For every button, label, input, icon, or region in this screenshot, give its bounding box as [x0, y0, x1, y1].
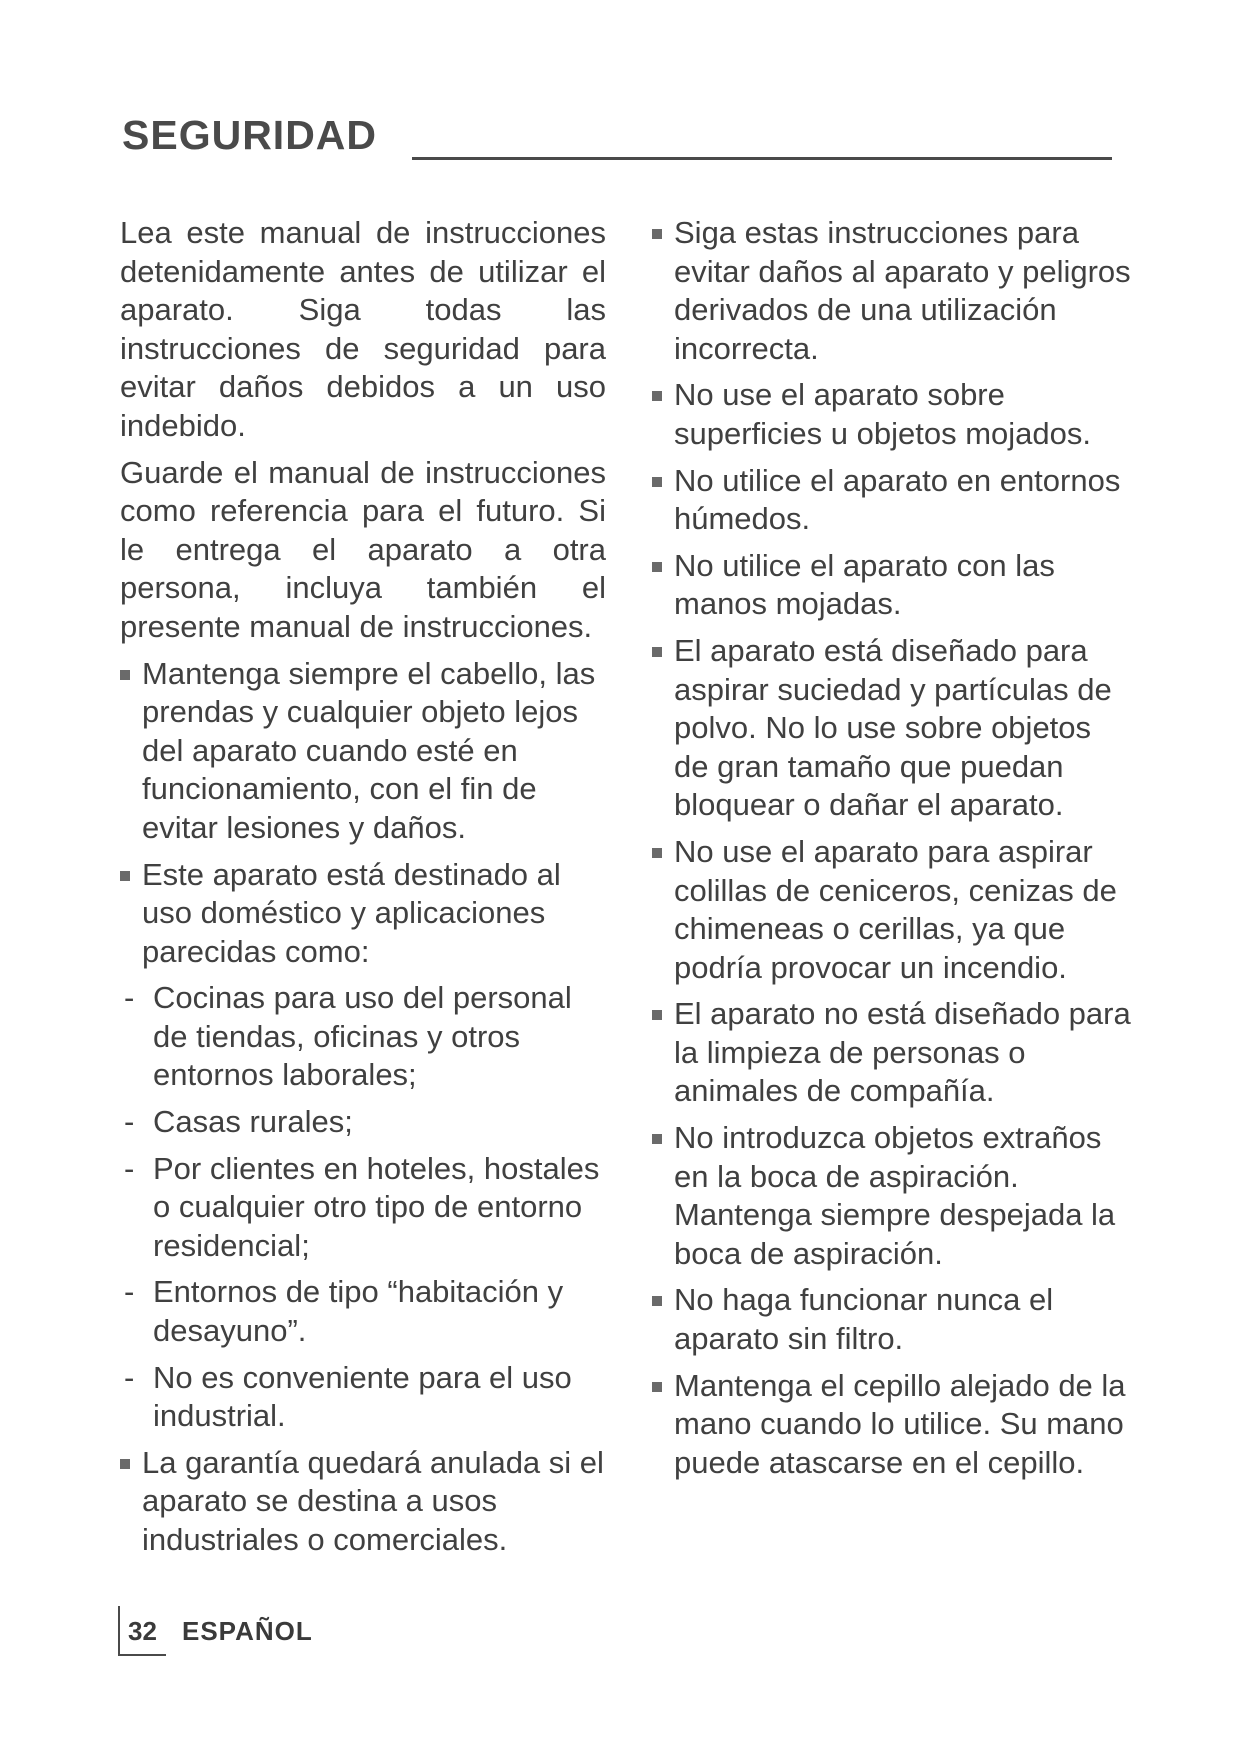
safety-bullet	[652, 833, 1132, 987]
bullet-text: No use el aparato para aspirar colillas de ceniceros, cenizas de chimeneas o cerillas, ya que podría provocar un incendio.	[674, 833, 1117, 985]
sub-item-text: Por clientes en hoteles, hostales o cualquier otro tipo de entorno residencial;	[153, 1150, 600, 1263]
sub-item-text: Entornos de tipo “habitación y desayuno”.	[153, 1274, 564, 1349]
bullet-text: El aparato está diseñado para aspirar suciedad y partículas de polvo. No lo use sobre objetos de gran tamaño que puedan bloquear o dañar el aparato.	[674, 632, 1112, 823]
safety-bullet	[652, 632, 1132, 825]
bullet-text: No utilice el aparato en entornos húmedos.	[674, 462, 1121, 537]
square-bullet-icon	[652, 1010, 662, 1020]
page-number: 32	[128, 1616, 157, 1646]
bullet-text: No introduzca objetos extraños en la boca de aspiración. Mantenga siempre despejada la boca de aspiración.	[674, 1120, 1116, 1271]
bullet-text: El aparato no está diseñado para la limpieza de personas o animales de compañía.	[674, 996, 1131, 1109]
square-bullet-icon	[120, 670, 130, 680]
dash-bullet-icon: -	[124, 1150, 135, 1186]
page-title: SEGURIDAD	[122, 112, 378, 158]
right-column	[652, 214, 1132, 1490]
usage-sub-item	[120, 1103, 606, 1142]
square-bullet-icon	[652, 562, 662, 572]
safety-bullet	[120, 856, 606, 972]
safety-bullet	[120, 655, 606, 848]
square-bullet-icon	[120, 1459, 130, 1469]
usage-sub-item	[120, 1150, 606, 1266]
sub-item-text: Casas rurales;	[153, 1104, 353, 1140]
safety-bullet	[652, 547, 1132, 624]
safety-bullet	[652, 1119, 1132, 1273]
safety-bullet	[652, 995, 1132, 1111]
dash-bullet-icon: -	[124, 1274, 135, 1310]
bullet-text: No use el aparato sobre superficies u objetos mojados.	[674, 377, 1092, 451]
sub-item-text: No es conveniente para el uso industrial.	[153, 1359, 572, 1434]
square-bullet-icon	[652, 391, 662, 401]
sub-item-text: Cocinas para uso del personal de tiendas, oficinas y otros entornos laborales;	[153, 980, 572, 1093]
safety-bullet	[652, 376, 1132, 453]
usage-sub-item	[120, 1273, 606, 1350]
dash-bullet-icon: -	[124, 980, 135, 1016]
bullet-text: Este aparato está destinado al uso doméstico y aplicaciones parecidas como:	[142, 856, 561, 969]
intro-paragraph: Guarde el manual de instrucciones como referencia para el futuro. Si le entrega el aparato a otra persona, incluya también el presente manual de instrucciones.	[120, 454, 606, 644]
footer-underline	[118, 1654, 166, 1656]
square-bullet-icon	[652, 229, 662, 239]
safety-bullet	[120, 1444, 606, 1560]
usage-sub-item	[120, 1359, 606, 1436]
bullet-text: Siga estas instrucciones para evitar daños al aparato y peligros derivados de una utilización incorrecta.	[674, 215, 1131, 366]
bullet-text: No utilice el aparato con las manos mojadas.	[674, 547, 1055, 622]
safety-bullet	[652, 1367, 1132, 1483]
safety-bullet	[652, 214, 1132, 368]
left-column	[120, 214, 606, 1568]
square-bullet-icon	[652, 848, 662, 858]
square-bullet-icon	[652, 1296, 662, 1306]
square-bullet-icon	[652, 477, 662, 487]
square-bullet-icon	[652, 1134, 662, 1144]
safety-bullet	[652, 1281, 1132, 1358]
footer-divider	[118, 1606, 120, 1656]
dash-bullet-icon: -	[124, 1359, 135, 1395]
dash-bullet-icon: -	[124, 1104, 135, 1140]
bullet-text: Mantenga siempre el cabello, las prendas y cualquier objeto lejos del aparato cuando esté en funcionamiento, con el fin de evitar lesiones y daños.	[142, 655, 596, 845]
header-rule	[412, 157, 1112, 160]
bullet-text: La garantía quedará anulada si el aparato se destina a usos industriales o comerciales.	[142, 1444, 604, 1557]
square-bullet-icon	[652, 647, 662, 657]
usage-sub-item	[120, 979, 606, 1095]
language-label: ESPAÑOL	[182, 1616, 313, 1646]
square-bullet-icon	[652, 1382, 662, 1392]
section-header	[122, 112, 1122, 172]
square-bullet-icon	[120, 871, 130, 881]
bullet-text: Mantenga el cepillo alejado de la mano cuando lo utilice. Su mano puede atascarse en el cepillo.	[674, 1367, 1126, 1480]
intro-paragraph: Lea este manual de instrucciones detenidamente antes de utilizar el aparato. Siga todas las instrucciones de seguridad para evitar daños debidos a un uso indebido.	[120, 215, 606, 443]
safety-bullet	[652, 462, 1132, 539]
bullet-text: No haga funcionar nunca el aparato sin filtro.	[674, 1282, 1054, 1357]
